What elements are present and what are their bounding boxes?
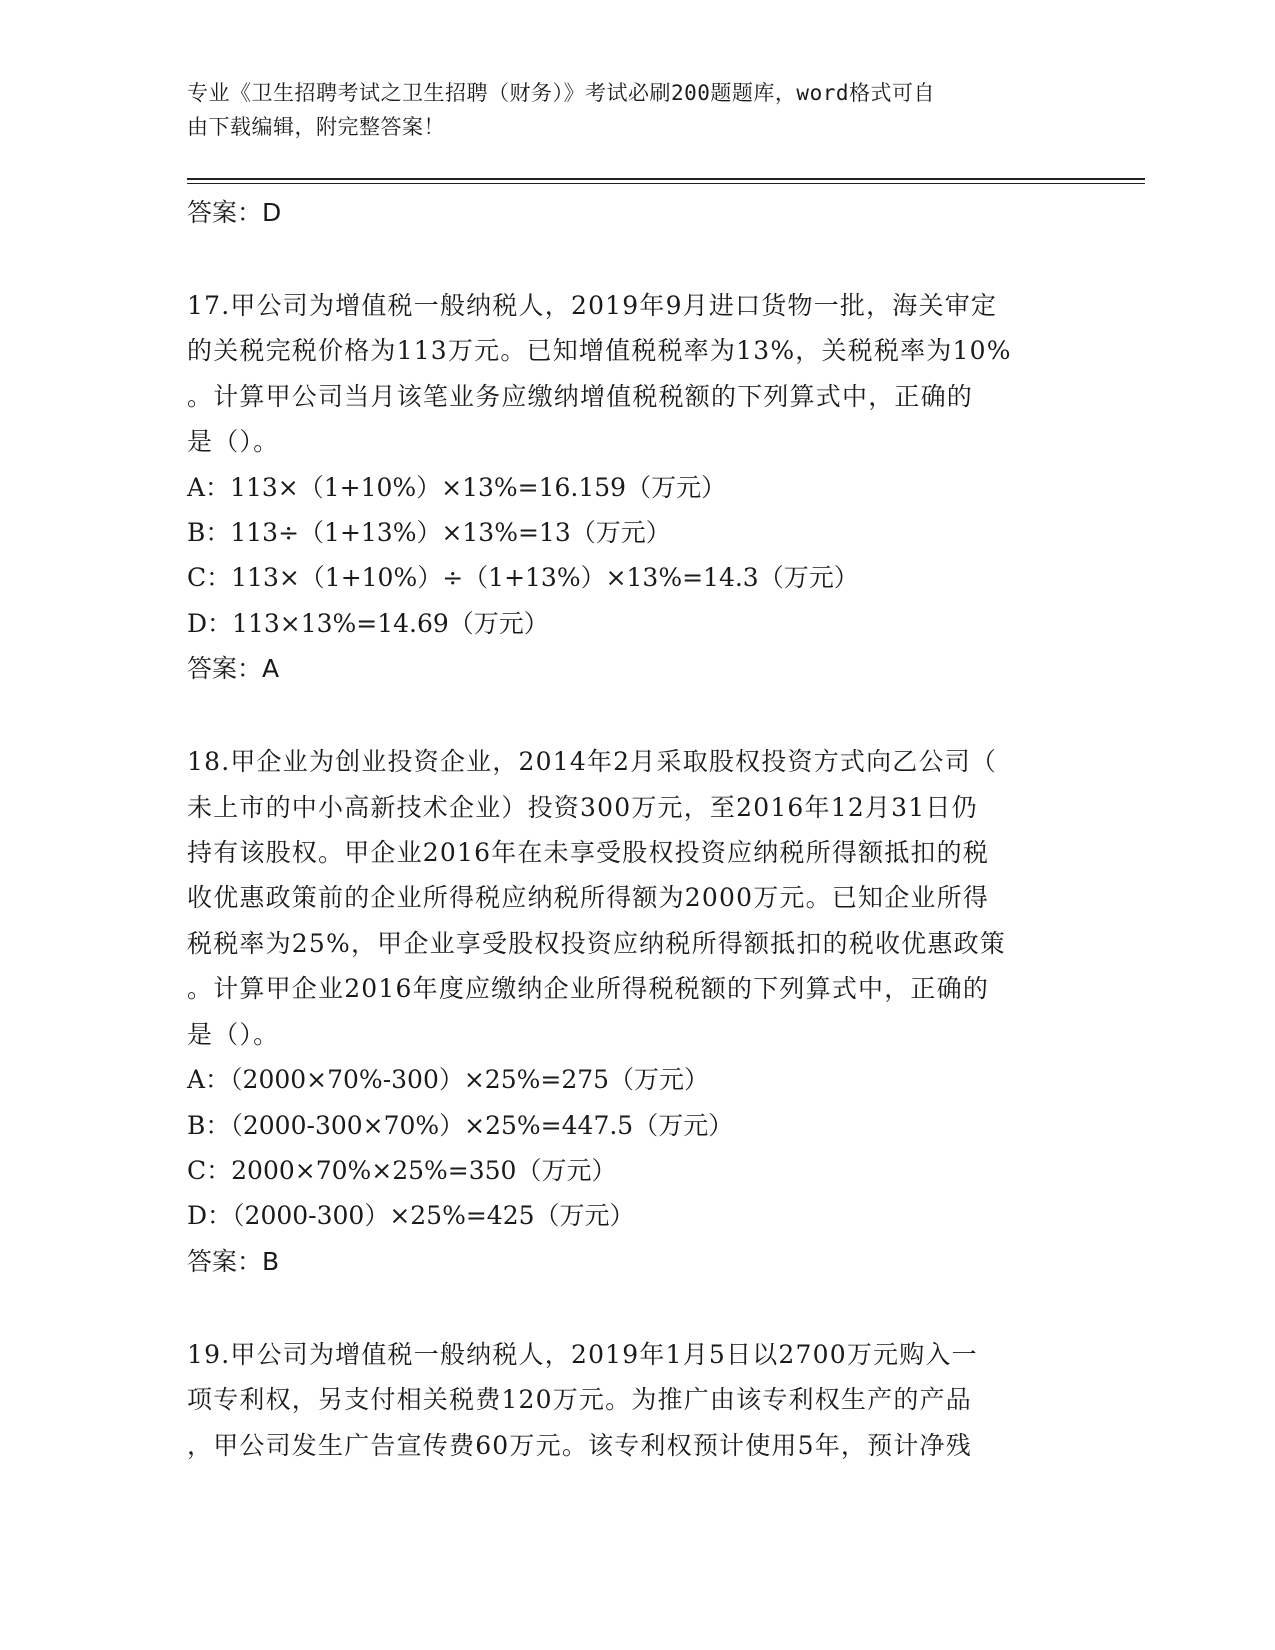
answer-value: D (262, 198, 282, 227)
question-stem-line: 收优惠政策前的企业所得税应纳税所得额为2000万元。已知企业所得 (187, 883, 990, 913)
option-a: A：113×（1+10%）×13%=16.159（万元） (187, 472, 727, 502)
question-stem-line: ，甲公司发生广告宣传费60万元。该专利权预计使用5年，预计净残 (187, 1430, 972, 1460)
document-body (187, 190, 1077, 1468)
header-line-1: 专业《卫生招聘考试之卫生招聘（财务）》考试必刷200题题库，word格式可自 (187, 81, 935, 105)
question-answer (187, 1239, 1077, 1285)
answer-value: B (262, 1246, 280, 1276)
question-stem-line: 的关税完税价格为113万元。已知增值税税率为13%，关税税率为10% (187, 336, 1012, 366)
question-stem-line: 。计算甲公司当月该笔业务应缴纳增值税税额的下列算式中，正确的 (187, 381, 974, 411)
option-b: B：（2000-300×70%）×25%=447.5（万元） (187, 1110, 734, 1140)
option-c: C：113×（1+10%）÷（1+13%）×13%=14.3（万元） (187, 563, 859, 593)
option-a: A：（2000×70%-300）×25%=275（万元） (187, 1065, 710, 1095)
question-17 (187, 283, 1077, 692)
question-stem-line: 19.甲公司为增值税一般纳税人，2019年1月5日以2700万元购入一 (187, 1339, 978, 1369)
question-18 (187, 739, 1077, 1284)
previous-answer (187, 190, 1077, 236)
page-header (187, 76, 1067, 144)
question-stem-line: 持有该股权。甲企业2016年在未享受股权投资应纳税所得额抵扣的税 (187, 838, 990, 868)
spacer (187, 692, 1077, 739)
header-rule-thin (187, 183, 1145, 184)
header-rule-thick (187, 178, 1145, 180)
answer-label: 答案： (187, 1246, 263, 1276)
header-line-2: 由下载编辑，附完整答案！ (187, 115, 445, 139)
answer-label: 答案： (187, 654, 263, 684)
option-b: B：113÷（1+13%）×13%=13（万元） (187, 518, 671, 548)
question-stem-line: 。计算甲企业2016年度应缴纳企业所得税税额的下列算式中，正确的 (187, 974, 990, 1004)
answer-label: 答案： (187, 198, 263, 227)
answer-value: A (262, 654, 280, 684)
option-c: C：2000×70%×25%=350（万元） (187, 1155, 617, 1185)
spacer (187, 236, 1077, 283)
question-stem-line: 18.甲企业为创业投资企业，2014年2月采取股权投资方式向乙公司（ (187, 747, 998, 777)
option-d: D：（2000-300）×25%=425（万元） (187, 1201, 635, 1231)
question-stem-line: 税税率为25%，甲企业享受股权投资应纳税所得额抵扣的税收优惠政策 (187, 928, 1006, 958)
question-answer (187, 646, 1077, 692)
question-stem-line: 项专利权，另支付相关税费120万元。为推广由该专利权生产的产品 (187, 1385, 972, 1415)
question-stem-line: 17.甲公司为增值税一般纳税人，2019年9月进口货物一批，海关审定 (187, 291, 998, 320)
option-d: D：113×13%=14.69（万元） (187, 608, 549, 638)
question-stem-line: 是（）。 (187, 1019, 280, 1049)
question-stem-line: 是（）。 (187, 427, 280, 457)
question-stem-line: 未上市的中小高新技术企业）投资300万元，至2016年12月31日仍 (187, 792, 978, 822)
question-19 (187, 1332, 1077, 1468)
spacer (187, 1285, 1077, 1332)
